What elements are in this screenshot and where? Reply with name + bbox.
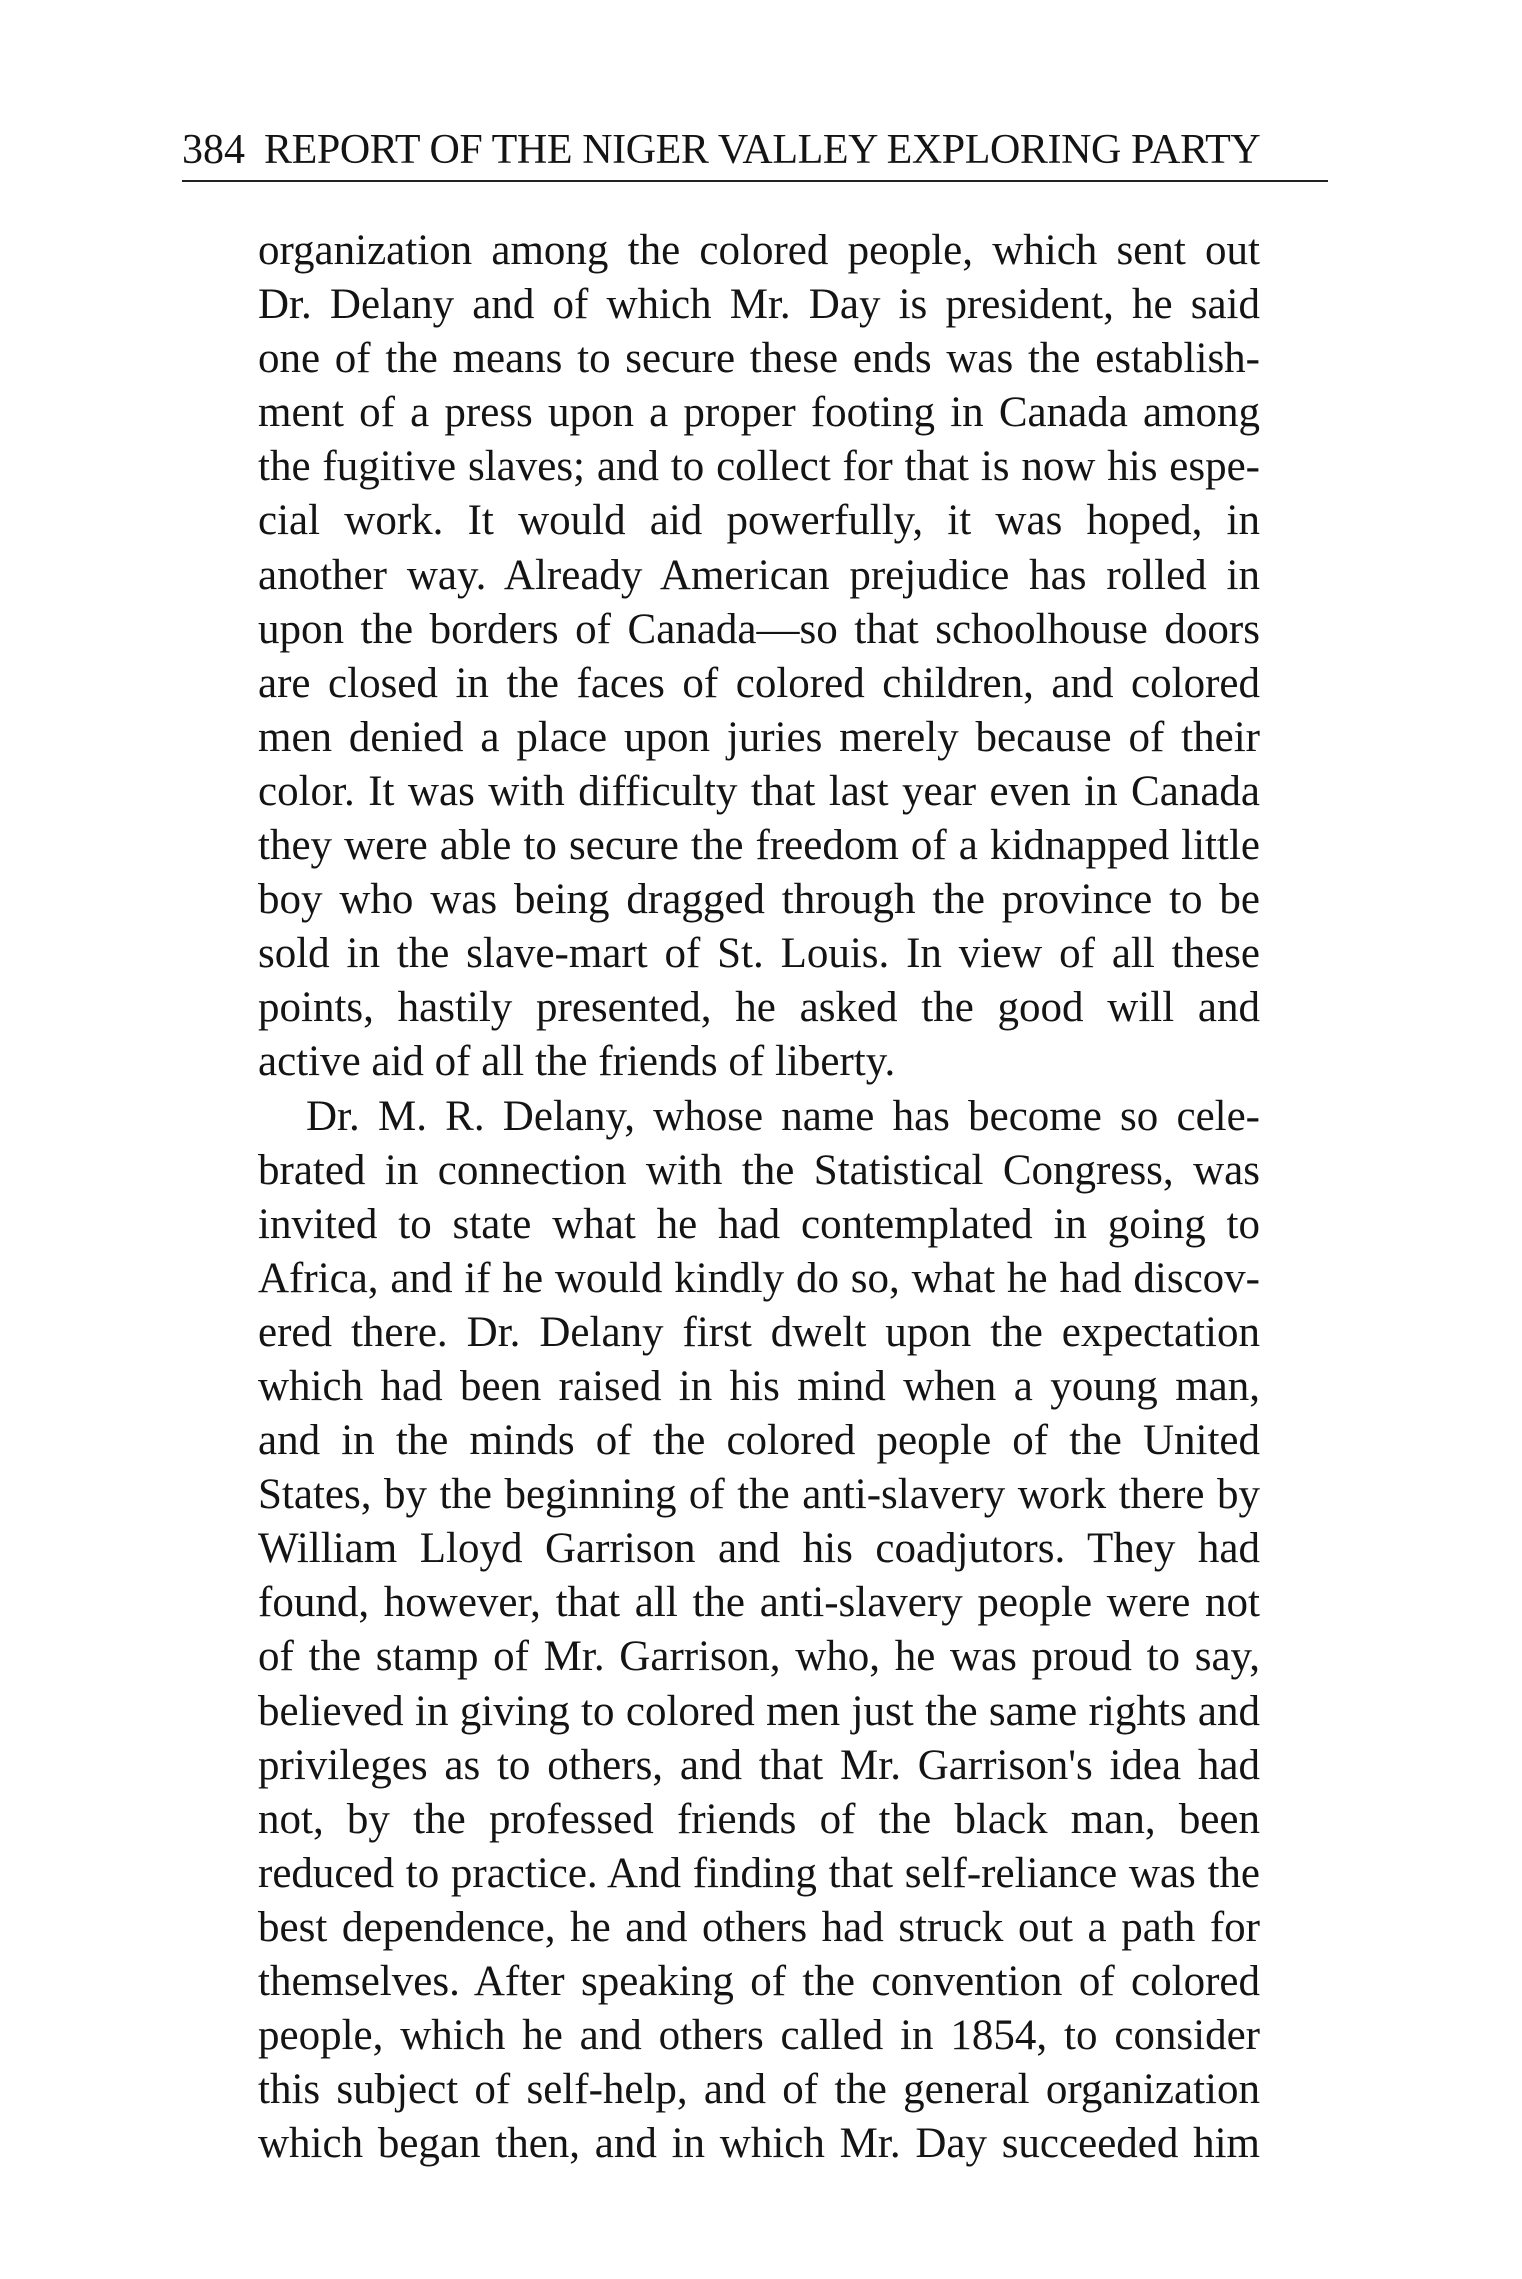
text-line: organization among the colored people, which sent out (258, 227, 1260, 274)
text-line: they were able to secure the freedom of a kidnapped little (258, 822, 1260, 870)
text-line: the fugitive slaves; and to collect for that is now his espe- (258, 443, 1260, 491)
text-line: Dr. Delany and of which Mr. Day is president, he said (258, 281, 1260, 329)
text-line: sold in the slave-mart of St. Louis. In view of all these (258, 930, 1260, 978)
text-line: and in the minds of the colored people of the United (258, 1417, 1260, 1465)
text-line: reduced to practice. And finding that self-reliance was the (258, 1849, 1260, 1897)
text-line: States, by the beginning of the anti-slavery work there by (258, 1471, 1260, 1519)
text-line: this subject of self-help, and of the general organization (258, 2066, 1260, 2114)
text-line: men denied a place upon juries merely because of their (258, 713, 1260, 761)
text-line: another way. Already American prejudice has rolled in (258, 551, 1260, 599)
text-line: are closed in the faces of colored children, and colored (258, 659, 1260, 707)
text-line: William Lloyd Garrison and his coadjutors. They had (258, 1525, 1260, 1573)
text-line: found, however, that all the anti-slavery people were not (258, 1579, 1260, 1627)
text-line: which began then, and in which Mr. Day succeeded him (258, 2120, 1260, 2168)
text-line: ered there. Dr. Delany first dwelt upon the expectation (258, 1308, 1260, 1356)
text-line: not, by the professed friends of the black man, been (258, 1795, 1260, 1843)
text-line: invited to state what he had contemplated in going to (258, 1200, 1260, 1248)
text-line: one of the means to secure these ends was the establish- (258, 335, 1260, 383)
page-number: 384 (182, 127, 245, 173)
text-line: themselves. After speaking of the convention of colored (258, 1958, 1260, 2005)
text-line: upon the borders of Canada—so that schoolhouse doors (258, 605, 1260, 653)
text-line: best dependence, he and others had struck out a path for (258, 1903, 1260, 1951)
paragraph-end-line: active aid of all the friends of liberty. (258, 1038, 896, 1086)
text-line: cial work. It would aid powerfully, it was hoped, in (258, 497, 1260, 545)
text-line: ment of a press upon a proper footing in Canada among (258, 389, 1260, 437)
text-line: of the stamp of Mr. Garrison, who, he was proud to say, (258, 1633, 1260, 1681)
text-line: people, which he and others called in 1854, to consider (258, 2012, 1260, 2060)
text-line: Africa, and if he would kindly do so, what he had discov- (258, 1254, 1260, 1302)
text-line: points, hastily presented, he asked the good will and (258, 984, 1260, 1032)
text-line: believed in giving to colored men just the same rights and (258, 1687, 1260, 1735)
text-line: privileges as to others, and that Mr. Garrison's idea had (258, 1741, 1260, 1789)
text-line: brated in connection with the Statistical Congress, was (258, 1146, 1260, 1194)
text-line: boy who was being dragged through the province to be (258, 876, 1260, 924)
paragraph-start-line: Dr. M. R. Delany, whose name has become so cele- (306, 1092, 1260, 1140)
text-line: which had been raised in his mind when a young man, (258, 1362, 1260, 1410)
running-head (182, 118, 1328, 182)
body-text (258, 224, 1260, 2171)
running-title: REPORT OF THE NIGER VALLEY EXPLORING PARTY (264, 127, 1261, 173)
text-line: color. It was with difficulty that last year even in Canada (258, 767, 1260, 815)
